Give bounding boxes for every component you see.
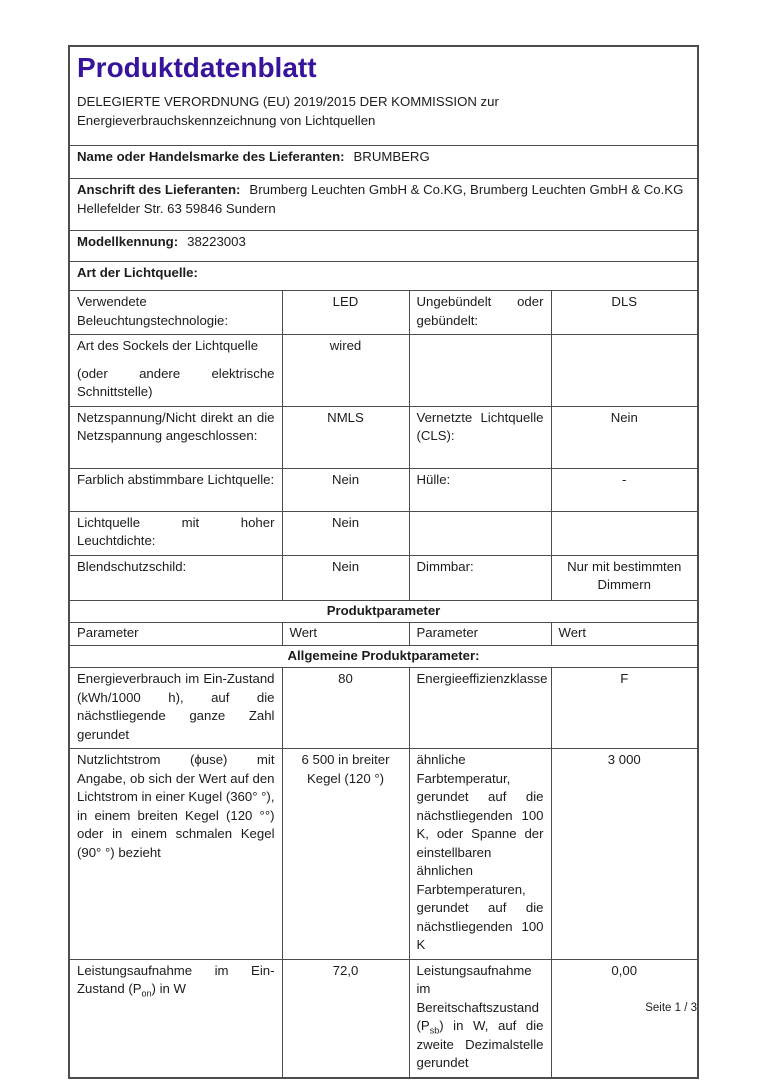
param-cell: Nutzlichtstrom (ϕuse) mit Angabe, ob sich der Wert auf den Lichtstrom in einer Kugel (360° °), in einem breiten Kegel (120 °°) oder in einem schmalen Kegel (90° °) bezieht (69, 749, 282, 960)
general-parameters-heading: Allgemeine Produktparameter: (69, 645, 698, 668)
socket-param-note: (oder andere elektrische Schnittstelle) (77, 365, 275, 399)
supplier-name-value: BRUMBERG (353, 149, 430, 164)
param-cell: Vernetzte Lichtquelle (CLS): (409, 406, 551, 468)
param-cell: Energieeffizienzklasse (409, 668, 551, 749)
row-energy-consumption (69, 668, 698, 749)
column-header: Parameter (69, 623, 282, 646)
on-mode-power-sub: on (141, 988, 152, 999)
param-cell: Blendschutzschild: (69, 555, 282, 600)
light-source-heading: Art der Lichtquelle: (77, 265, 198, 280)
supplier-address-row (69, 179, 698, 231)
value-cell: LED (282, 291, 409, 335)
light-source-heading-cell (69, 262, 698, 291)
general-parameters-heading-row (69, 645, 698, 668)
column-header: Wert (551, 623, 698, 646)
model-id-value: 38223003 (187, 234, 246, 249)
page-number: Seite 1 / 3 (645, 1002, 697, 1014)
product-parameters-heading: Produktparameter (69, 600, 698, 623)
value-cell: Nein (282, 555, 409, 600)
value-cell: 80 (282, 668, 409, 749)
light-source-heading-row (69, 262, 698, 291)
value-cell: - (551, 468, 698, 511)
model-id-row (69, 231, 698, 262)
value-cell: DLS (551, 291, 698, 335)
value-cell (551, 511, 698, 555)
supplier-address-label: Anschrift des Lieferanten: (77, 182, 241, 197)
supplier-name-row (69, 146, 698, 179)
row-anti-glare (69, 555, 698, 600)
datasheet-table (68, 45, 699, 1079)
param-cell (69, 335, 282, 407)
title-cell (69, 46, 698, 146)
product-parameters-heading-row (69, 600, 698, 623)
value-cell: 72,0 (282, 959, 409, 1078)
param-cell: Energieverbrauch im Ein-Zustand (kWh/1000 h), auf die nächstliegende ganze Zahl gerundet (69, 668, 282, 749)
supplier-address-value: Brumberg Leuchten GmbH & Co.KG, Brumberg Leuchten GmbH & Co.KG Hellefelder Str. 63 59846 Sundern (77, 182, 684, 216)
value-cell: 6 500 in breiter Kegel (120 °) (282, 749, 409, 960)
regulation-line-1: DELEGIERTE VERORDNUNG (EU) 2019/2015 DER KOMMISSION zur (77, 94, 499, 109)
supplier-name-label: Name oder Handelsmarke des Lieferanten: (77, 149, 345, 164)
supplier-name-cell (69, 146, 698, 179)
value-cell: F (551, 668, 698, 749)
row-power-consumption (69, 959, 698, 1078)
param-cell: Farblich abstimmbare Lichtquelle: (69, 468, 282, 511)
title-row (69, 46, 698, 146)
row-useful-luminous-flux (69, 749, 698, 960)
model-id-label: Modellkennung: (77, 234, 179, 249)
value-cell: Nein (551, 406, 698, 468)
model-id-cell (69, 231, 698, 262)
regulation-line-2: Energieverbrauchskennzeichnung von Lichtquellen (77, 113, 376, 128)
row-technology (69, 291, 698, 335)
value-cell: 0,00 (551, 959, 698, 1078)
value-cell: wired (282, 335, 409, 407)
column-header-row (69, 623, 698, 646)
socket-param-text: Art des Sockels der Lichtquelle (77, 338, 259, 353)
param-cell: ähnliche Farbtemperatur, gerundet auf die nächstliegenden 100 K, oder Spanne der einstellbaren ähnlichen Farbtemperaturen, gerundet auf die nächstliegenden 100 K (409, 749, 551, 960)
param-cell: Hülle: (409, 468, 551, 511)
value-cell: Nein (282, 511, 409, 555)
param-cell: Ungebündelt oder gebündelt: (409, 291, 551, 335)
param-cell: Dimmbar: (409, 555, 551, 600)
standby-power-pre: Leistungsaufnahme im Bereitschaftszustand (P (416, 962, 539, 1033)
value-cell: Nur mit bestimmten Dimmern (551, 555, 698, 600)
standby-power-sub: sb (429, 1025, 440, 1036)
document-title: Produktdatenblatt (77, 52, 317, 83)
on-mode-power-pre: Leistungsaufnahme im Ein-Zustand (P (77, 962, 275, 996)
param-cell (409, 959, 551, 1078)
value-cell (551, 335, 698, 407)
row-high-luminance (69, 511, 698, 555)
row-socket (69, 335, 698, 407)
column-header: Parameter (409, 623, 551, 646)
param-cell (69, 959, 282, 1078)
param-cell (409, 335, 551, 407)
param-cell: Lichtquelle mit hoher Leuchtdichte: (69, 511, 282, 555)
column-header: Wert (282, 623, 409, 646)
param-cell: Netzspannung/Nicht direkt an die Netzspannung angeschlossen: (69, 406, 282, 468)
value-cell: Nein (282, 468, 409, 511)
supplier-address-cell (69, 179, 698, 231)
standby-power-post: ) in W, auf die zweite Dezimalstelle gerundet (416, 1018, 544, 1070)
value-cell: NMLS (282, 406, 409, 468)
row-colour-tunable (69, 468, 698, 511)
row-mains-voltage (69, 406, 698, 468)
param-cell: Verwendete Beleuchtungstechnologie: (69, 291, 282, 335)
param-cell (409, 511, 551, 555)
value-cell: 3 000 (551, 749, 698, 960)
on-mode-power-post: ) in W (151, 981, 186, 996)
